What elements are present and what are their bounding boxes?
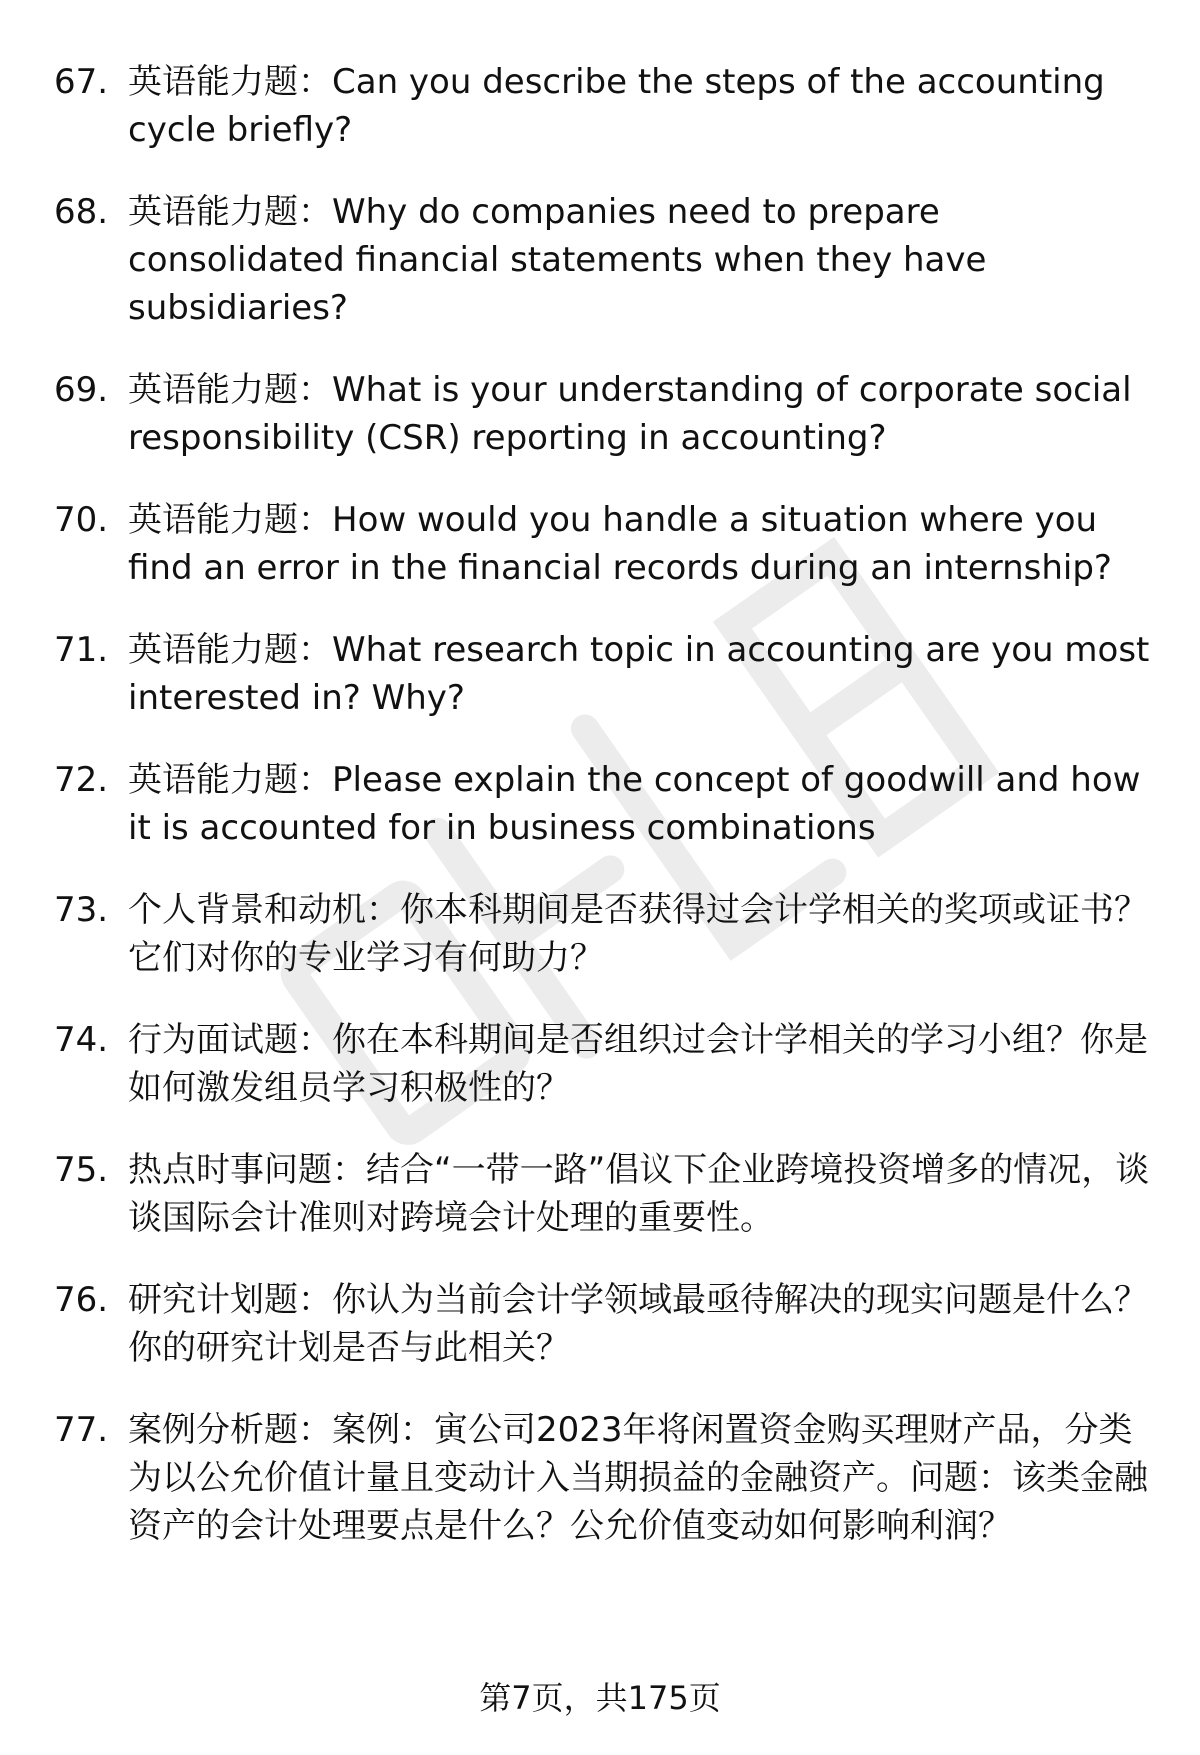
- question-text: 研究计划题：你认为当前会计学领域最亟待解决的现实问题是什么？你的研究计划是否与此相关？: [128, 1280, 1148, 1368]
- question-number: 69.: [54, 370, 109, 410]
- question-number: 70.: [54, 500, 109, 540]
- question-number: 77.: [54, 1410, 109, 1450]
- question-item: [54, 886, 1164, 982]
- question-text: 热点时事问题：结合“一带一路”倡议下企业跨境投资增多的情况，谈谈国际会计准则对跨境会计处理的重要性。: [128, 1150, 1150, 1238]
- question-text: 行为面试题：你在本科期间是否组织过会计学相关的学习小组？你是如何激发组员学习积极性的？: [128, 1020, 1148, 1108]
- question-number: 72.: [54, 760, 109, 800]
- question-text: 英语能力题：Can you describe the steps of the accounting cycle briefly?: [128, 62, 1105, 150]
- question-item: [54, 1406, 1164, 1550]
- question-item: [54, 366, 1164, 462]
- question-item: [54, 58, 1164, 154]
- question-text: 英语能力题：What is your understanding of corporate social responsibility (CSR) reporting in accounting?: [128, 370, 1132, 458]
- question-number: 75.: [54, 1150, 109, 1190]
- question-item: [54, 1146, 1164, 1242]
- question-item: [54, 496, 1164, 592]
- question-number: 68.: [54, 192, 109, 232]
- question-number: 73.: [54, 890, 109, 930]
- question-item: [54, 188, 1164, 332]
- question-text: 英语能力题：Please explain the concept of goodwill and how it is accounted for in business combinations: [128, 760, 1141, 848]
- question-item: [54, 1016, 1164, 1112]
- question-item: [54, 1276, 1164, 1372]
- question-text: 英语能力题：Why do companies need to prepare consolidated financial statements when they have subsidiaries?: [128, 192, 987, 328]
- question-text: 案例分析题：案例：寅公司2023年将闲置资金购买理财产品，分类为以公允价值计量且变动计入当期损益的金融资产。问题：该类金融资产的会计处理要点是什么？公允价值变动如何影响利润？: [128, 1410, 1148, 1546]
- question-text: 个人背景和动机：你本科期间是否获得过会计学相关的奖项或证书？它们对你的专业学习有何助力？: [128, 890, 1148, 978]
- question-list: [54, 58, 1164, 1584]
- question-item: [54, 626, 1164, 722]
- question-number: 74.: [54, 1020, 109, 1060]
- question-text: 英语能力题：What research topic in accounting are you most interested in? Why?: [128, 630, 1150, 718]
- page-footer: 第7页，共175页: [479, 1679, 721, 1717]
- question-number: 76.: [54, 1280, 109, 1320]
- question-item: [54, 756, 1164, 852]
- question-number: 71.: [54, 630, 109, 670]
- question-text: 英语能力题：How would you handle a situation where you find an error in the financial records during an internship?: [128, 500, 1112, 588]
- question-number: 67.: [54, 62, 109, 102]
